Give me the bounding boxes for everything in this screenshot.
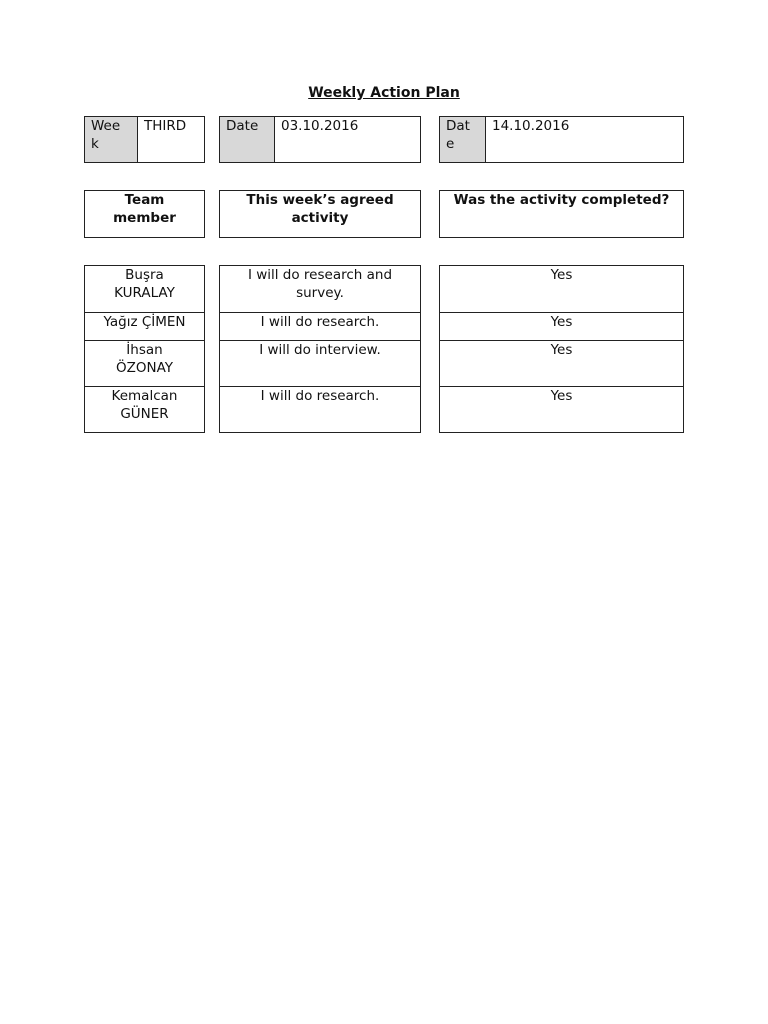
table-row xyxy=(440,266,683,312)
week-box xyxy=(84,116,205,163)
table-row xyxy=(85,312,204,340)
date-end-value: 14.10.2016 xyxy=(492,118,570,134)
header-activity-completed-text: Was the activity completed? xyxy=(453,192,670,208)
activity-text: I will do research. xyxy=(260,388,380,404)
table-row xyxy=(440,386,683,432)
table-row xyxy=(220,386,420,432)
member-name: Buşra KURALAY xyxy=(114,267,175,301)
member-column xyxy=(84,265,205,433)
table-row xyxy=(220,312,420,340)
header-agreed-activity xyxy=(219,190,421,238)
date-start-label: Date xyxy=(220,117,275,162)
date-box-end xyxy=(439,116,684,163)
date-box-start xyxy=(219,116,421,163)
completed-value: Yes xyxy=(550,388,573,404)
activity-text: I will do interview. xyxy=(259,342,381,358)
week-label: Wee k xyxy=(85,117,138,162)
completed-value: Yes xyxy=(550,314,573,330)
table-row xyxy=(440,312,683,340)
date-start-value: 03.10.2016 xyxy=(281,118,359,134)
activity-column xyxy=(219,265,421,433)
member-name: İhsan ÖZONAY xyxy=(115,342,174,376)
header-agreed-activity-text: This week’s agreed activity xyxy=(246,192,394,226)
date-end-label: Dat e xyxy=(440,117,486,162)
member-name: Yağız ÇİMEN xyxy=(103,314,186,330)
member-name: Kemalcan GÜNER xyxy=(111,388,178,422)
page-title: Weekly Action Plan xyxy=(308,85,460,101)
table-row xyxy=(220,340,420,386)
completed-value: Yes xyxy=(550,267,573,283)
table-row xyxy=(85,340,204,386)
header-team-member xyxy=(84,190,205,238)
activity-text: I will do research and survey. xyxy=(247,267,393,301)
activity-text: I will do research. xyxy=(260,314,380,330)
table-row xyxy=(220,266,420,312)
table-row xyxy=(85,266,204,312)
completed-column xyxy=(439,265,684,433)
table-row xyxy=(85,386,204,432)
completed-value: Yes xyxy=(550,342,573,358)
header-activity-completed xyxy=(439,190,684,238)
header-team-member-text: Team member xyxy=(113,192,176,226)
table-row xyxy=(440,340,683,386)
week-value: THIRD xyxy=(144,118,187,134)
